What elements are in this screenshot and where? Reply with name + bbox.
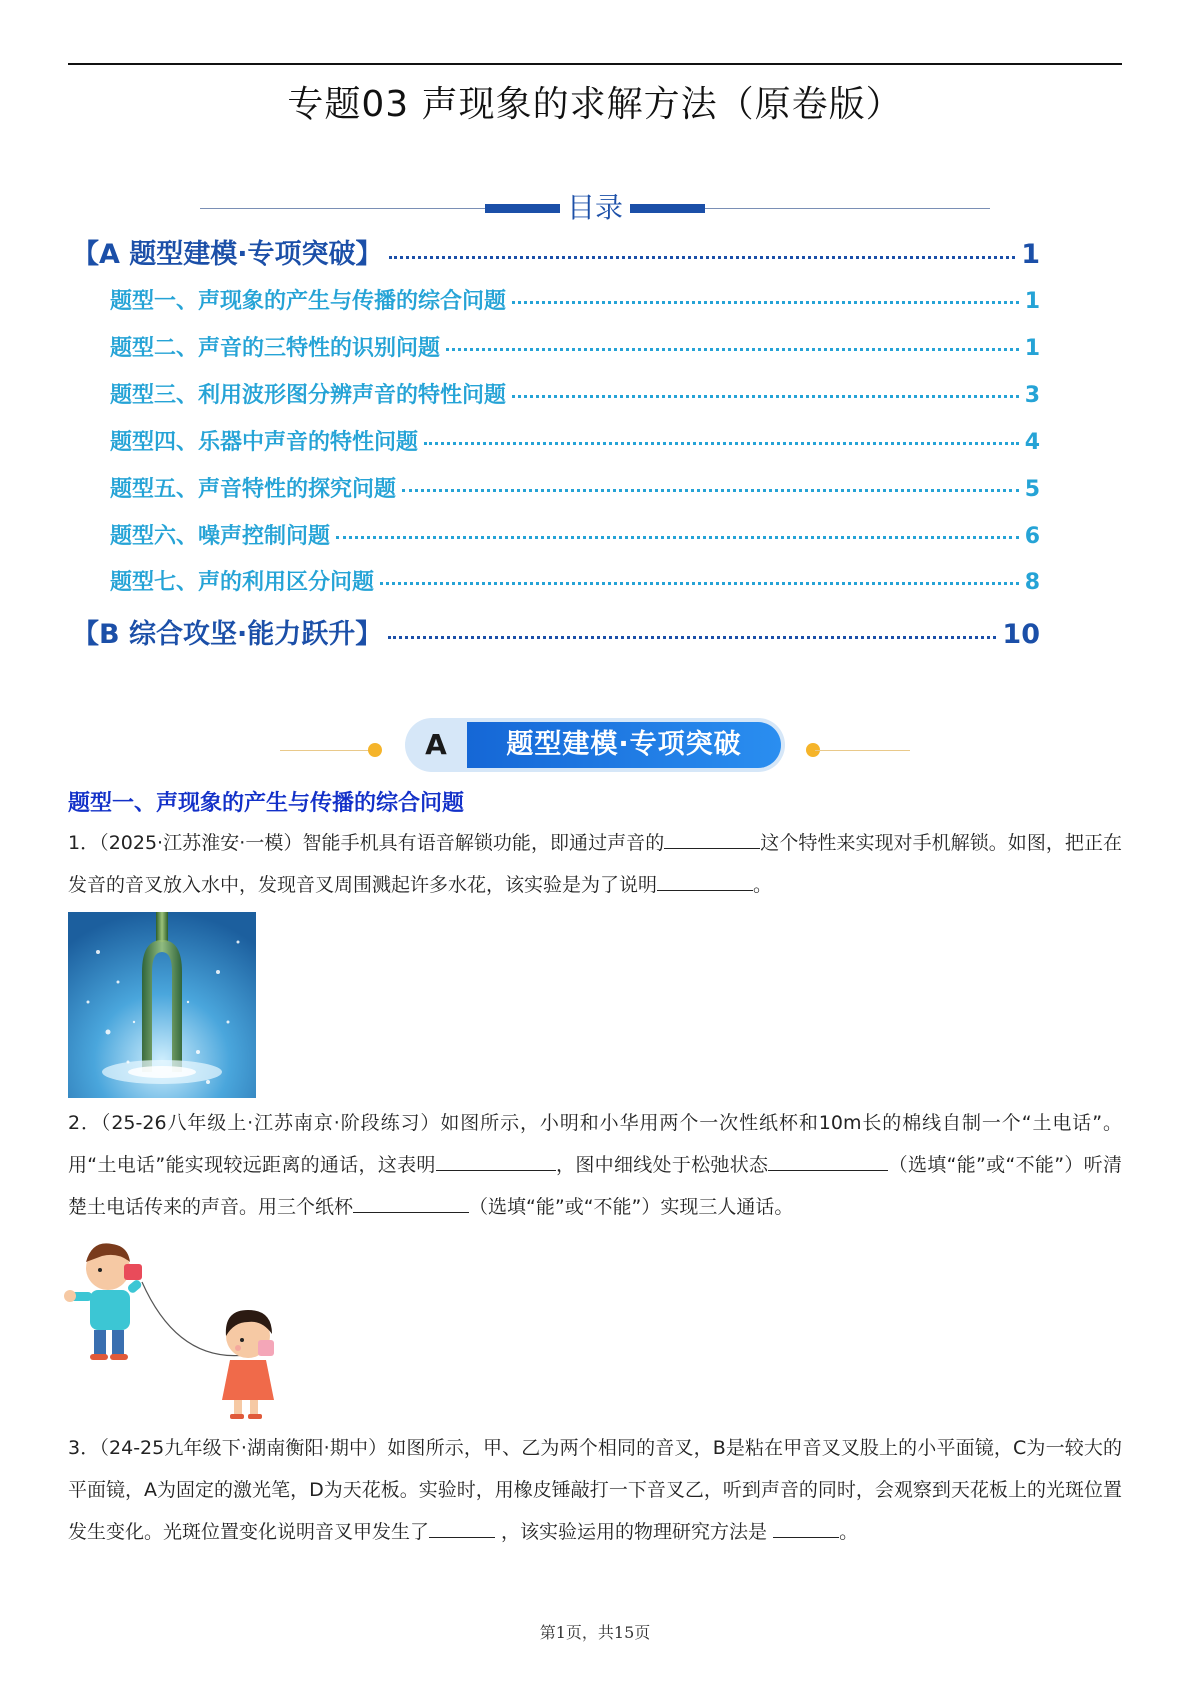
- question-text: ，图中细线处于松弛状态: [555, 1154, 769, 1176]
- question-1: [68, 822, 1122, 906]
- banner-title: 题型建模·专项突破: [467, 722, 781, 768]
- answer-blank[interactable]: [664, 828, 760, 849]
- answer-blank[interactable]: [773, 1517, 839, 1538]
- toc-leader-dots: [424, 442, 1019, 445]
- toc-entry-label: 题型三、利用波形图分辨声音的特性问题: [110, 383, 507, 408]
- toc-entry-label: 题型六、噪声控制问题: [110, 524, 331, 549]
- toc-entry-label: 【B 综合攻坚·能力跃升】: [72, 619, 383, 650]
- banner-dot-left: [368, 743, 382, 757]
- toc-heading: [0, 186, 1190, 226]
- question-3: [68, 1427, 1122, 1553]
- toc-entry-page: 8: [1024, 570, 1040, 595]
- toc-entry-label: 题型二、声音的三特性的识别问题: [110, 336, 441, 361]
- toc-entry-label: 题型一、声现象的产生与传播的综合问题: [110, 289, 507, 314]
- toc-entry-type-6[interactable]: [110, 519, 1040, 550]
- question-2: [68, 1102, 1122, 1228]
- answer-blank[interactable]: [429, 1517, 495, 1538]
- toc-entry-page: 1: [1024, 289, 1040, 314]
- answer-blank[interactable]: [436, 1150, 556, 1171]
- banner-letter: A: [425, 728, 447, 761]
- toc-heading-label: 目录: [566, 191, 623, 224]
- page-footer: 第1页，共15页: [539, 1623, 651, 1642]
- answer-blank[interactable]: [353, 1192, 469, 1213]
- toc-entry-section-b[interactable]: [72, 612, 1040, 651]
- question-text: 。: [839, 1521, 859, 1543]
- toc-entry-page: 10: [1002, 619, 1040, 650]
- toc-entry-page: 1: [1021, 239, 1040, 270]
- banner-rule-left: [280, 750, 375, 751]
- toc-entry-type-2[interactable]: [110, 331, 1040, 362]
- question-text: 3．（24-25九年级下·湖南衡阳·期中）如图所示，甲、乙为两个相同的音叉，B是粘在甲音叉叉股上的小平面镜，C为一较大的平面镜，A为固定的激光笔，D为天花板。实验时，用橡皮锤敲打一下音叉乙，听到声音的同时，会观察到天花板上的光斑位置发生变化。光斑位置变化说明音叉甲发生了: [68, 1437, 1122, 1543]
- toc-entry-type-7[interactable]: [110, 565, 1040, 596]
- toc-leader-dots: [512, 395, 1019, 398]
- answer-blank[interactable]: [768, 1150, 888, 1171]
- toc-entry-label: 【A 题型建模·专项突破】: [72, 239, 383, 270]
- question-type-heading: 题型一、声现象的产生与传播的综合问题: [68, 791, 465, 816]
- toc-entry-label: 题型五、声音特性的探究问题: [110, 477, 397, 502]
- toc-entry-label: 题型七、声的利用区分问题: [110, 570, 375, 595]
- toc-entry-section-a[interactable]: [72, 232, 1040, 271]
- tuning-fork-water-image: [68, 912, 256, 1098]
- top-rule: [68, 63, 1122, 65]
- question-text: 。: [753, 874, 773, 896]
- toc-leader-dots: [446, 348, 1019, 351]
- toc-entry-type-5[interactable]: [110, 472, 1040, 503]
- toc-entry-page: 3: [1024, 383, 1040, 408]
- question-text: （选填“能”或“不能”）实现三人通话。: [469, 1196, 794, 1218]
- document-title: 专题03 声现象的求解方法（原卷版）: [287, 84, 903, 125]
- toc-entry-page: 6: [1024, 524, 1040, 549]
- toc-leader-dots: [388, 636, 996, 639]
- toc-entry-label: 题型四、乐器中声音的特性问题: [110, 430, 419, 455]
- string-telephone-image: [62, 1232, 302, 1424]
- toc-entry-type-1[interactable]: [110, 284, 1040, 315]
- toc-leader-dots: [512, 301, 1019, 304]
- answer-blank[interactable]: [657, 870, 753, 891]
- toc-leader-dots: [380, 582, 1019, 585]
- toc-entry-page: 5: [1024, 477, 1040, 502]
- toc-leader-dots: [402, 489, 1019, 492]
- banner-rule-right: [815, 750, 910, 751]
- section-a-banner: [405, 718, 785, 772]
- toc-entry-type-3[interactable]: [110, 378, 1040, 409]
- toc-entry-type-4[interactable]: [110, 425, 1040, 456]
- question-text: 1．（2025·江苏淮安·一模）智能手机具有语音解锁功能，即通过声音的: [68, 832, 665, 854]
- question-text: 2．（25-26八年级上·江苏南京·阶段练习）如图所示，小明和小华用两个一次性纸杯和10m长的棉线自制一个“土电话”。用“土电话”能实现较远距离的通话，这表明: [68, 1112, 1122, 1176]
- question-text: 这个特性来实现对手机解锁。如图，把正在发音的音叉放入水中，发现音叉周围溅起许多水花，该实验是为了说明: [68, 832, 1122, 896]
- question-text: （选填“能”或“不能”）听清楚土电话传来的声音。用三个纸杯: [68, 1154, 1122, 1218]
- question-text: ，该实验运用的物理研究方法是: [495, 1521, 774, 1543]
- toc-entry-page: 4: [1024, 430, 1040, 455]
- toc-entry-page: 1: [1024, 336, 1040, 361]
- toc-leader-dots: [336, 536, 1019, 539]
- toc-leader-dots: [389, 256, 1016, 259]
